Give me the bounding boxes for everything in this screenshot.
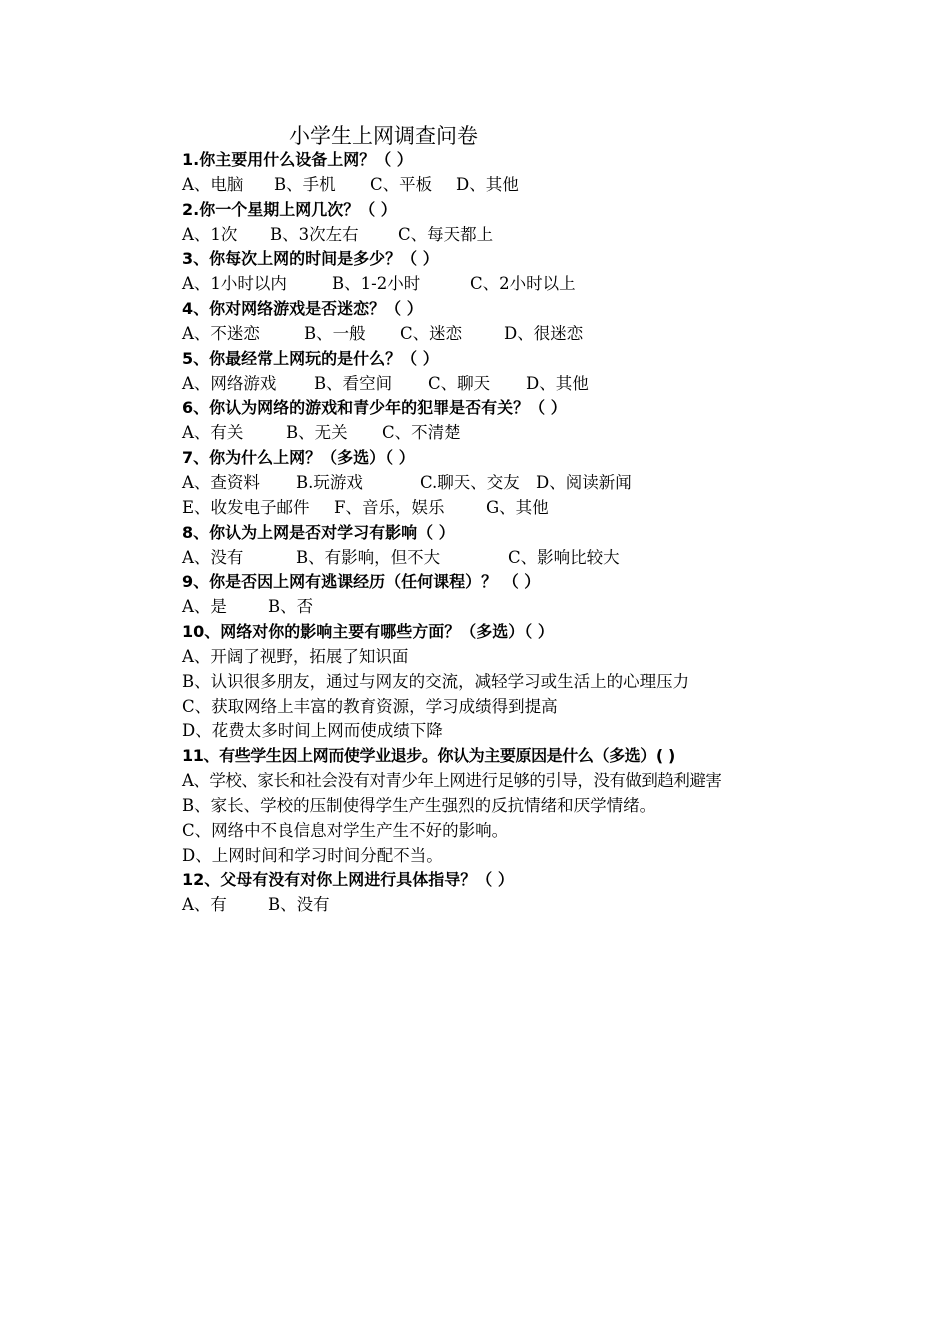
option: B、看空间 xyxy=(314,373,393,393)
question-3-options xyxy=(182,272,922,297)
question-10: 10、网络对你的影响主要有哪些方面？（多选）（ ） xyxy=(182,622,554,642)
question-12-options xyxy=(182,893,922,918)
option: D、阅读新闻 xyxy=(536,472,632,492)
question-7-options xyxy=(182,471,922,496)
option: B.玩游戏 xyxy=(296,472,363,492)
option: C.聊天、交友 xyxy=(420,472,520,492)
question-5-options xyxy=(182,372,922,397)
question-4-options xyxy=(182,322,922,347)
question-11: 11、有些学生因上网而使学业退步。你认为主要原因是什么（多选）( ) xyxy=(182,746,675,766)
option: D、很迷恋 xyxy=(504,323,584,343)
option: A、电脑 xyxy=(182,174,244,194)
option: C、2小时以上 xyxy=(470,274,576,294)
option: C、每天都上 xyxy=(398,224,494,244)
option: A、是 xyxy=(182,597,227,617)
option: C、聊天 xyxy=(428,373,491,393)
answer-line: A、开阔了视野，拓展了知识面 xyxy=(182,646,409,666)
option: D、其他 xyxy=(526,373,589,393)
question-2: 2.你一个星期上网几次？（ ） xyxy=(182,199,397,219)
answer-line: D、花费太多时间上网而使成绩下降 xyxy=(182,721,443,741)
option: C、不清楚 xyxy=(382,423,461,443)
page-title: 小学生上网调查问卷 xyxy=(289,124,478,148)
option: B、手机 xyxy=(274,174,336,194)
answer-line: B、认识很多朋友，通过与网友的交流，减轻学习或生活上的心理压力 xyxy=(182,671,690,691)
question-6: 6、你认为网络的游戏和青少年的犯罪是否有关？（ ） xyxy=(182,398,567,418)
question-8: 8、你认为上网是否对学习有影响（ ） xyxy=(182,522,455,542)
answer-line: A、学校、家长和社会没有对青少年上网进行足够的引导，没有做到趋利避害 xyxy=(182,771,722,791)
question-3: 3、你每次上网的时间是多少？（ ） xyxy=(182,249,439,269)
question-9: 9、你是否因上网有逃课经历（任何课程）？ （ ） xyxy=(182,572,541,592)
option: B、没有 xyxy=(268,895,330,915)
question-1-options xyxy=(182,173,922,198)
answer-line: C、网络中不良信息对学生产生不好的影响。 xyxy=(182,820,509,840)
option: A、有关 xyxy=(182,423,244,443)
option: B、无关 xyxy=(286,423,348,443)
option: A、查资料 xyxy=(182,472,260,492)
question-list xyxy=(182,148,922,918)
option: B、1-2小时 xyxy=(332,274,421,294)
option: B、否 xyxy=(268,597,314,617)
option: E、收发电子邮件 xyxy=(182,497,310,517)
option: A、不迷恋 xyxy=(182,323,260,343)
question-5: 5、你最经常上网玩的是什么？（ ） xyxy=(182,348,439,368)
option: A、没有 xyxy=(182,547,244,567)
question-6-options xyxy=(182,421,922,446)
question-12: 12、父母有没有对你上网进行具体指导？（ ） xyxy=(182,870,514,890)
option: B、有影响，但不大 xyxy=(296,547,441,567)
question-7: 7、你为什么上网？（多选）（ ） xyxy=(182,448,415,468)
question-7-options-extra xyxy=(182,496,922,521)
option: C、影响比较大 xyxy=(508,547,620,567)
option: A、1小时以内 xyxy=(182,274,287,294)
option: C、迷恋 xyxy=(400,323,463,343)
question-2-options xyxy=(182,223,922,248)
option: C、平板 xyxy=(370,174,433,194)
option: D、其他 xyxy=(456,174,519,194)
question-9-options xyxy=(182,595,922,620)
answer-line: C、获取网络上丰富的教育资源，学习成绩得到提高 xyxy=(182,696,558,716)
answer-line: D、上网时间和学习时间分配不当。 xyxy=(182,845,443,865)
option: B、3次左右 xyxy=(270,224,359,244)
answer-line: B、家长、学校的压制使得学生产生强烈的反抗情绪和厌学情绪。 xyxy=(182,795,657,815)
option: G、其他 xyxy=(486,497,549,517)
question-1: 1.你主要用什么设备上网？（ ） xyxy=(182,150,413,169)
option: A、网络游戏 xyxy=(182,373,277,393)
option: F、音乐，娱乐 xyxy=(334,497,445,517)
option: B、一般 xyxy=(304,323,366,343)
question-4: 4、你对网络游戏是否迷恋？（ ） xyxy=(182,299,423,319)
option: A、有 xyxy=(182,895,227,915)
option: A、1次 xyxy=(182,224,238,244)
question-8-options xyxy=(182,546,922,571)
